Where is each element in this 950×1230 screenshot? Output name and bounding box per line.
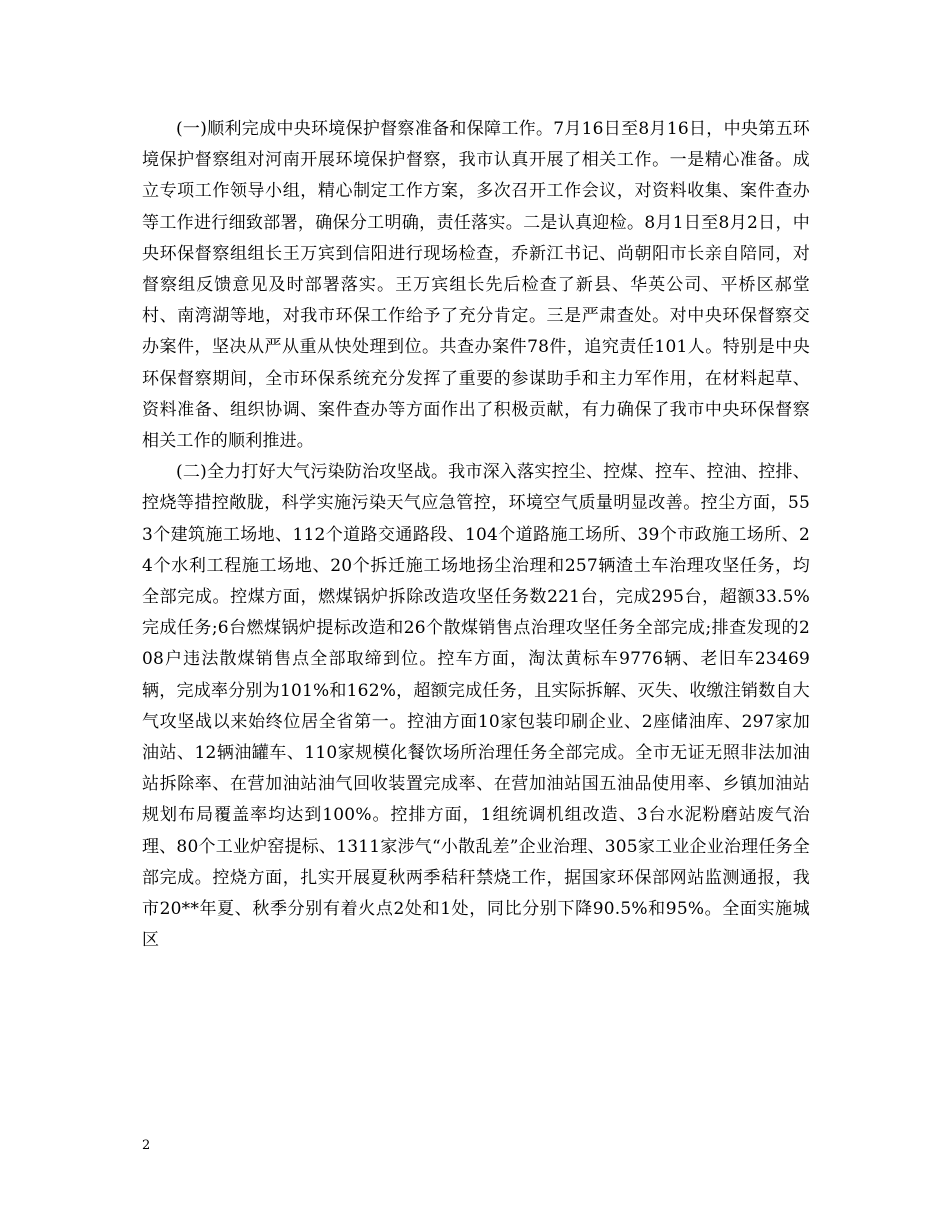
document-body	[142, 114, 810, 956]
paragraph-air-pollution-control: (二)全力打好大气污染防治攻坚战。我市深入落实控尘、控煤、控车、控油、控排、控烧等措控敞胧，科学实施污染天气应急管控，环境空气质量明显改善。控尘方面，553个建筑施工场地、112个道路交通路段、104个道路施工场所、39个市政施工场所、24个水利工程施工场地、20个拆迁施工场地扬尘治理和257辆渣土车治理攻坚任务，均全部完成。控煤方面，燃煤锅炉拆除改造攻坚任务数221台，完成295台，超额33.5%完成任务;6台燃煤锅炉提标改造和26个散煤销售点治理攻坚任务全部完成;排查发现的208户违法散煤销售点全部取缔到位。控车方面，淘汰黄标车9776辆、老旧车23469辆，完成率分别为101%和162%，超额完成任务，且实际拆解、灭失、收缴注销数自大气攻坚战以来始终位居全省第一。控油方面10家包装印刷企业、2座储油库、297家加油站、12辆油罐车、110家规模化餐饮场所治理任务全部完成。全市无证无照非法加油站拆除率、在营加油站油气回收装置完成率、在营加油站国五油品使用率、乡镇加油站规划布局覆盖率均达到100%。控排方面，1组统调机组改造、3台水泥粉磨站废气治理、80个工业炉窑提标、1311家涉气“小散乱差”企业治理、305家工业企业治理任务全部完成。控烧方面，扎实开展夏秋两季秸秆禁烧工作，据国家环保部网站监测通报，我市20**年夏、秋季分别有着火点2处和1处，同比分别下降90.5%和95%。全面实施城区	[142, 462, 810, 951]
page-number: 2	[142, 1138, 151, 1153]
paragraph-environmental-inspection: (一)顺利完成中央环境保护督察准备和保障工作。7月16日至8月16日，中央第五环境保护督察组对河南开展环境保护督察，我市认真开展了相关工作。一是精心准备。成立专项工作领导小组，精心制定工作方案，多次召开工作会议，对资料收集、案件查办等工作进行细致部署，确保分工明确，责任落实。二是认真迎检。8月1日至8月2日，中央环保督察组组长王万宾到信阳进行现场检查，乔新江书记、尚朝阳市长亲自陪同，对督察组反馈意见及时部署落实。王万宾组长先后检查了新县、华英公司、平桥区郝堂村、南湾湖等地，对我市环保工作给予了充分肯定。三是严肃查处。对中央环保督察交办案件，坚决从严从重从快处理到位。共查办案件78件，追究责任101人。特别是中央环保督察期间，全市环保系统充分发挥了重要的参谋助手和主力军作用，在材料起草、资料准备、组织协调、案件查办等方面作出了积极贡献，有力确保了我市中央环保督察相关工作的顺利推进。	[142, 119, 810, 452]
